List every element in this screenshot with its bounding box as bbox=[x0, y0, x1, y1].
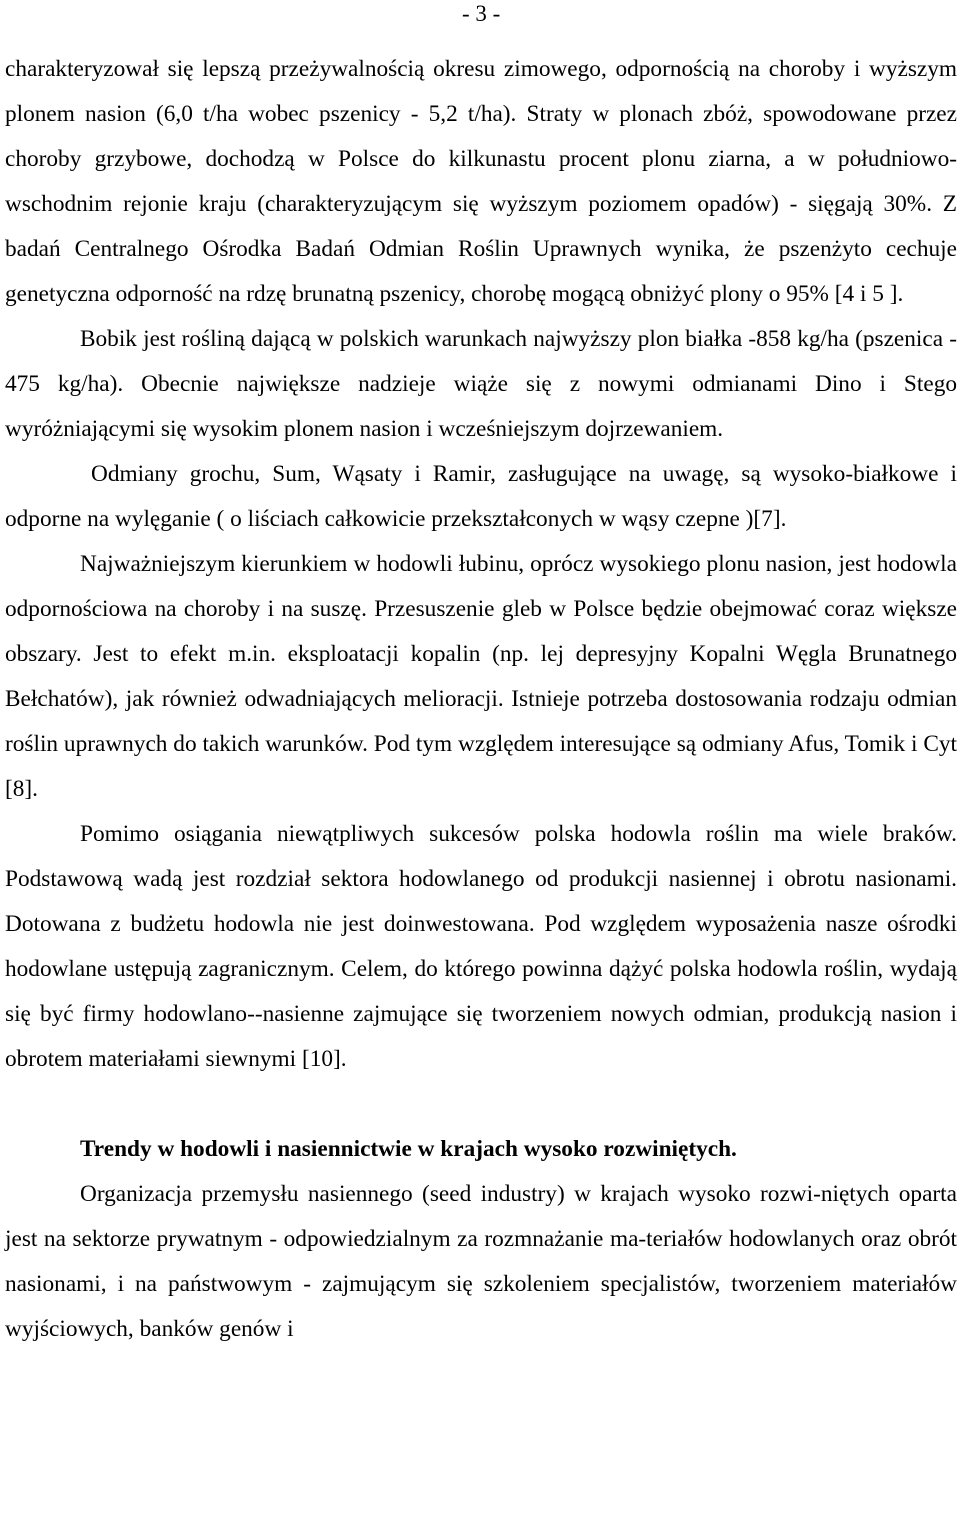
section-heading: Trendy w hodowli i nasiennictwie w krajach wysoko rozwiniętych. bbox=[80, 1136, 737, 1162]
paragraph-5: Pomimo osiągania niewątpliwych sukcesów polska hodowla roślin ma wiele braków. Podstawową wadą jest rozdział sektora hodowlanego od produkcji nasiennej i obrotu nasionami. Dotowana z budżetu hodowla nie jest doinwestowana. Pod względem wyposażenia nasze ośrodki hodowlane ustępują zagranicznym. Celem, do którego powinna dążyć polska hodowla roślin, wydają się być firmy hodowlano--nasienne zajmujące się tworzeniem nowych odmian, produkcją nasion i obrotem materiałami siewnymi [10]. bbox=[5, 821, 957, 1072]
paragraph-6: Organizacja przemysłu nasiennego (seed industry) w krajach wysoko rozwi-niętych oparta jest na sektorze prywatnym - odpowiedzialnym za rozmnażanie ma-teriałów hodowlanych oraz obrót nasionami, i na państwowym - zajmującym się szkoleniem specjalistów, tworzeniem materiałów wyjściowych, banków genów i bbox=[5, 1181, 957, 1342]
paragraph-1: charakteryzował się lepszą przeżywalnością okresu zimowego, odpornością na choroby i wyższym plonem nasion (6,0 t/ha wobec pszenicy - 5,2 t/ha). Straty w plonach zbóż, spowodowane przez choroby grzybowe, dochodzą w Polsce do kilkunastu procent plonu ziarna, a w południowo-wschodnim rejonie kraju (charakteryzującym się wyższym poziomem opadów) - sięgają 30%. Z badań Centralnego Ośrodka Badań Odmian Roślin Uprawnych wynika, że pszenżyto cechuje genetyczna odporność na rdzę brunatną pszenicy, chorobę mogącą obniżyć plony o 95% [4 i 5 ]. bbox=[5, 56, 957, 307]
paragraph-2: Bobik jest rośliną dającą w polskich warunkach najwyższy plon białka -858 kg/ha (pszenica - 475 kg/ha). Obecnie największe nadzieje wiąże się z nowymi odmianami Dino i Stego wyróżniającymi się wysokim plonem nasion i wcześniejszym dojrzewaniem. bbox=[5, 326, 957, 442]
page-number: - 3 - bbox=[462, 1, 501, 26]
paragraph-4: Najważniejszym kierunkiem w hodowli łubinu, oprócz wysokiego plonu nasion, jest hodowla odpornościowa na choroby i na suszę. Przesuszenie gleb w Polsce będzie obejmować coraz większe obszary. Jest to efekt m.in. eksploatacji kopalin (np. lej depresyjny Kopalni Węgla Brunatnego Bełchatów), jak również odwadniających melioracji. Istnieje potrzeba dostosowania rodzaju odmian roślin uprawnych do takich warunków. Pod tym względem interesujące są odmiany Afus, Tomik i Cyt [8]. bbox=[5, 551, 957, 802]
paragraph-3: Odmiany grochu, Sum, Wąsaty i Ramir, zasługujące na uwagę, są wysoko-białkowe i odporne na wylęganie ( o liściach całkowicie przekształconych w wąsy czepne )[7]. bbox=[5, 461, 957, 532]
document-body bbox=[5, 47, 957, 1352]
